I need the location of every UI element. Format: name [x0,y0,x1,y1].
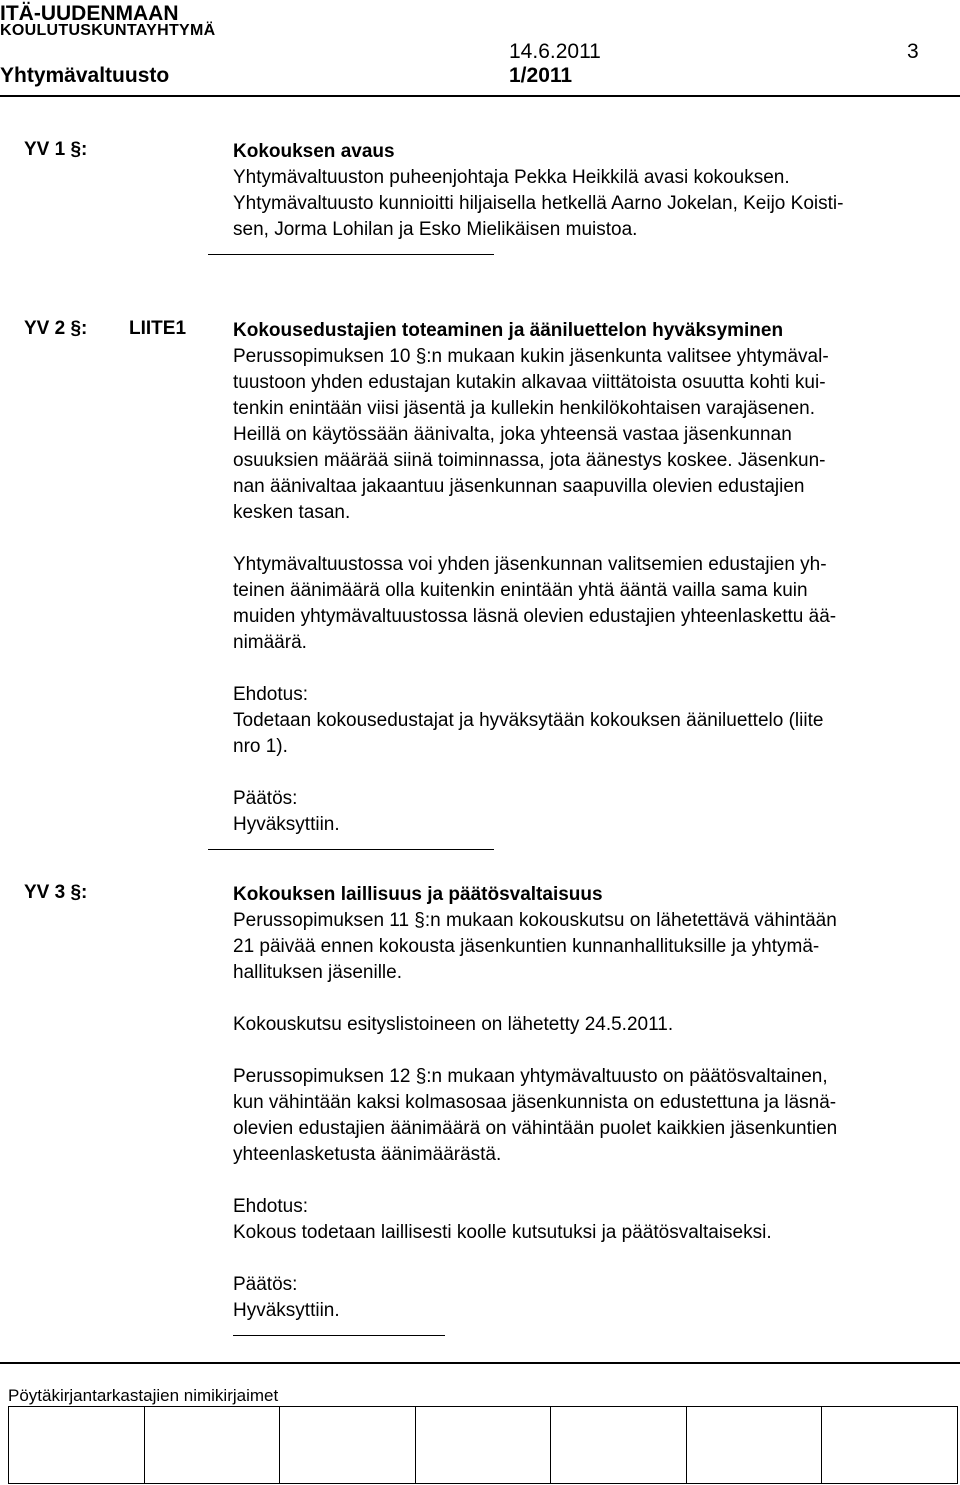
text-line: nan äänivaltaa jakaantuu jäsenkunnan saapuvilla olevien edustajien [233,476,805,497]
text-line: Perussopimuksen 11 §:n mukaan kokouskutsu on lähetettävä vähintään [233,910,837,931]
decision-text: Hyväksyttiin. [233,814,340,835]
section-label: YV 2 §: [24,318,88,339]
section-heading: Kokouksen avaus [233,141,395,162]
section-heading: Kokouksen laillisuus ja päätösvaltaisuus [233,884,603,905]
text-line: Todetaan kokousedustajat ja hyväksytään kokouksen ääniluettelo (liite [233,710,824,731]
section-body [233,318,955,850]
header-divider [0,95,960,97]
proposal-label: Ehdotus: [233,684,308,705]
section-body [233,882,955,1336]
signature-cell[interactable] [416,1407,552,1483]
attachment-label: LIITE1 [129,318,187,339]
signature-cell[interactable] [551,1407,687,1483]
text-line: Yhtymävaltuusto kunnioitti hiljaisella hetkellä Aarno Jokelan, Keijo Koisti- [233,193,844,214]
text-line: olevien edustajien äänimäärä on vähintään puolet kaikkien jäsenkuntien [233,1118,838,1139]
text-line: nimäärä. [233,632,307,653]
text-line: sen, Jorma Lohilan ja Esko Mielikäisen muistoa. [233,219,638,240]
section-label: YV 3 §: [24,882,88,903]
organization-name: ITÄ-UUDENMAAN [0,2,179,25]
text-line: teinen äänimäärä olla kuitenkin enintään yhtä ääntä vailla sama kuin [233,580,808,601]
text-line: 21 päivää ennen kokousta jäsenkuntien kunnanhallituksille ja yhtymä- [233,936,820,957]
page-number: 3 [907,40,919,63]
text-line: kun vähintään kaksi kolmasosaa jäsenkunnista on edustettuna ja läsnä- [233,1092,837,1113]
section-separator [233,1335,445,1336]
text-line: Yhtymävaltuuston puheenjohtaja Pekka Heikkilä avasi kokouksen. [233,167,790,188]
document-number: 1/2011 [509,64,573,87]
decision-label: Päätös: [233,1274,298,1295]
text-line: Heillä on käytössään äänivalta, joka yhteensä vastaa jäsenkunnan [233,424,792,445]
signature-cell[interactable] [9,1407,145,1483]
signature-label: Pöytäkirjantarkastajien nimikirjaimet [8,1386,279,1405]
text-line: muiden yhtymävaltuustossa läsnä olevien edustajien yhteenlaskettu ää- [233,606,837,627]
text-line: osuuksien määrää siinä toiminnassa, jota äänestys koskee. Jäsenkun- [233,450,826,471]
proposal-label: Ehdotus: [233,1196,308,1217]
section-body [233,139,955,255]
footer-divider [0,1362,960,1364]
text-line: kesken tasan. [233,502,351,523]
signature-cell[interactable] [822,1407,957,1483]
text-line: hallituksen jäsenille. [233,962,402,983]
text-line: tuustoon yhden edustajan kutakin alkavaa viittätoista osuutta kohti kui- [233,372,826,393]
text-line: Kokous todetaan laillisesti koolle kutsutuksi ja päätösvaltaiseksi. [233,1222,772,1243]
text-line: Perussopimuksen 10 §:n mukaan kukin jäsenkunta valitsee yhtymäval- [233,346,829,367]
document-title: Yhtymävaltuusto [0,64,170,87]
section-label: YV 1 §: [24,139,88,160]
decision-label: Päätös: [233,788,298,809]
organization-subname: KOULUTUSKUNTAYHTYMÄ [0,22,216,39]
signature-cell[interactable] [687,1407,823,1483]
text-line: nro 1). [233,736,288,757]
text-line: Yhtymävaltuustossa voi yhden jäsenkunnan valitsemien edustajien yh- [233,554,827,575]
document-date: 14.6.2011 [509,40,601,63]
text-line: yhteenlasketusta äänimäärästä. [233,1144,502,1165]
text-line: tenkin enintään viisi jäsentä ja kullekin henkilökohtaisen varajäsenen. [233,398,815,419]
section-separator [208,254,494,255]
text-line: Perussopimuksen 12 §:n mukaan yhtymävaltuusto on päätösvaltainen, [233,1066,828,1087]
signature-table [8,1406,958,1484]
signature-cell[interactable] [145,1407,281,1483]
decision-text: Hyväksyttiin. [233,1300,340,1321]
signature-cell[interactable] [280,1407,416,1483]
section-separator [208,849,494,850]
text-line: Kokouskutsu esityslistoineen on lähetetty 24.5.2011. [233,1014,674,1035]
section-heading: Kokousedustajien toteaminen ja ääniluettelon hyväksyminen [233,320,784,341]
